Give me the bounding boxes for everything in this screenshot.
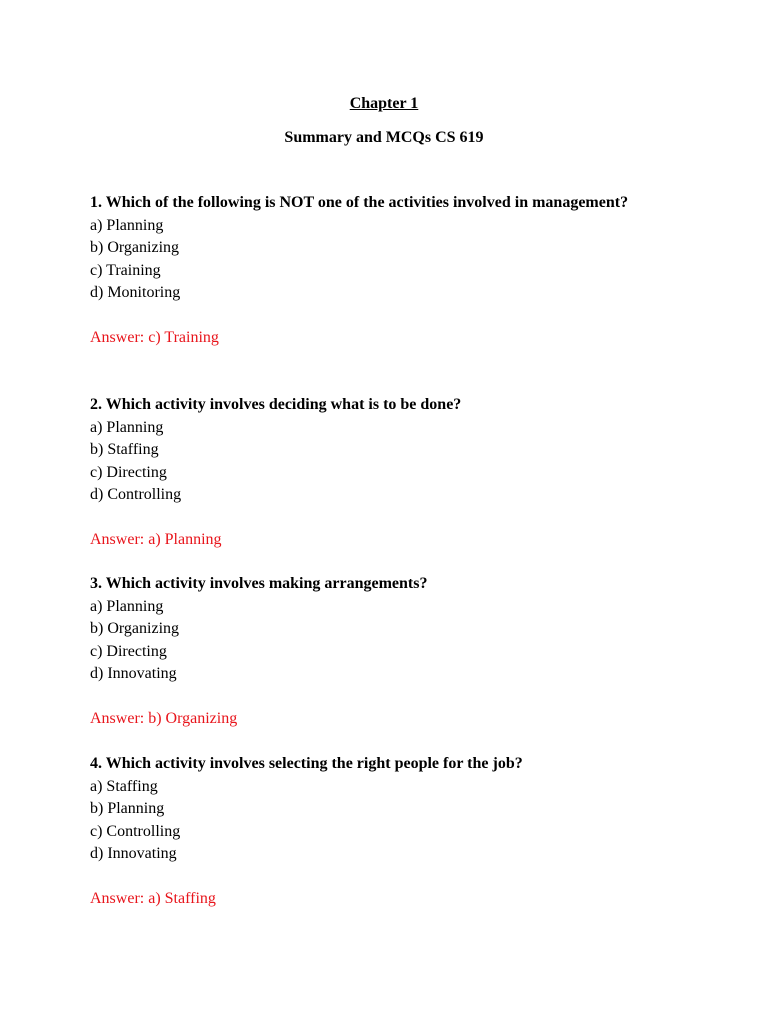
- option-a: a) Staffing: [90, 777, 158, 795]
- option-a: a) Planning: [90, 597, 164, 615]
- question-text: 3. Which activity involves making arrangements?: [90, 575, 428, 592]
- answer-text: Answer: b) Organizing: [90, 710, 238, 727]
- option-c: c) Training: [90, 261, 161, 279]
- question-text: 2. Which activity involves deciding what is to be done?: [90, 396, 462, 413]
- option-d: d) Innovating: [90, 665, 177, 682]
- chapter-title: Chapter 1: [349, 95, 419, 112]
- option-d: d) Innovating: [90, 845, 177, 862]
- option-b: b) Staffing: [90, 441, 159, 458]
- question-text: 4. Which activity involves selecting the right people for the job?: [90, 755, 523, 772]
- option-b: b) Planning: [90, 800, 165, 817]
- option-c: c) Controlling: [90, 822, 181, 840]
- question-1: [90, 192, 690, 350]
- answer-text: Answer: a) Planning: [90, 531, 222, 548]
- option-a: a) Planning: [90, 216, 164, 234]
- option-d: d) Controlling: [90, 486, 182, 503]
- question-3: [90, 573, 690, 731]
- question-4: [90, 753, 690, 911]
- option-b: b) Organizing: [90, 239, 180, 256]
- option-c: c) Directing: [90, 642, 167, 660]
- document-subtitle: Summary and MCQs CS 619: [284, 129, 484, 146]
- option-a: a) Planning: [90, 418, 164, 436]
- answer-text: Answer: c) Training: [90, 329, 219, 346]
- option-d: d) Monitoring: [90, 284, 181, 301]
- option-c: c) Directing: [90, 463, 167, 481]
- question-2: [90, 394, 690, 552]
- answer-text: Answer: a) Staffing: [90, 890, 216, 907]
- option-b: b) Organizing: [90, 620, 180, 637]
- question-text: 1. Which of the following is NOT one of the activities involved in management?: [90, 194, 629, 211]
